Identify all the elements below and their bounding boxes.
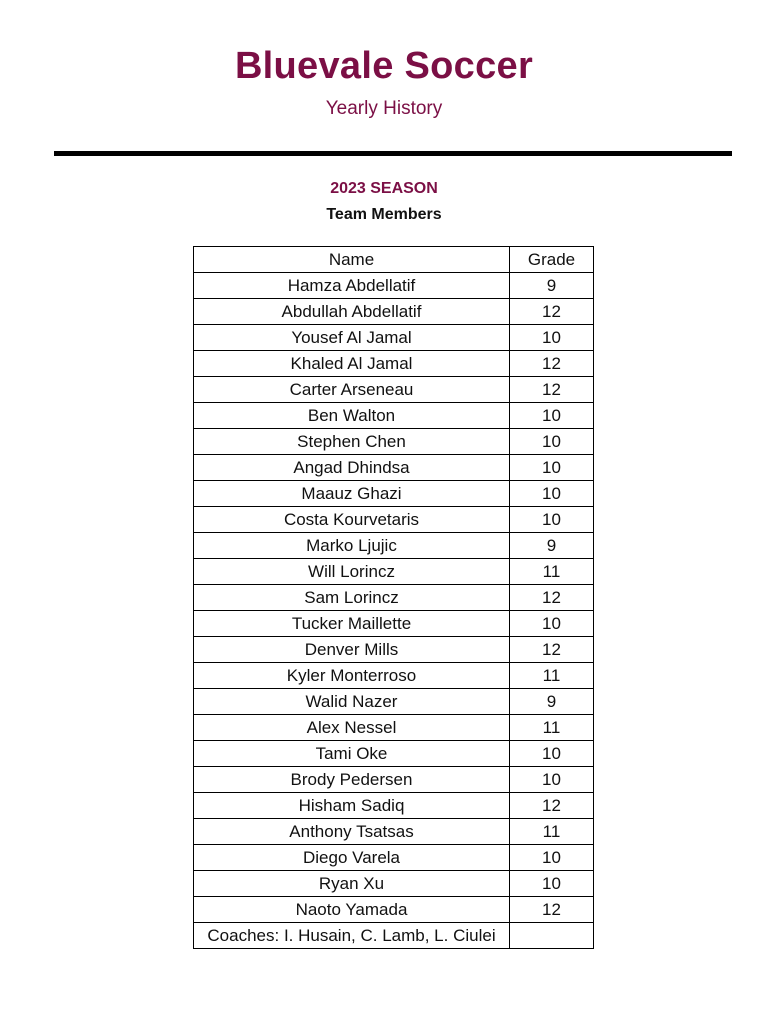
table-row bbox=[194, 533, 594, 559]
section-title: Team Members bbox=[326, 206, 442, 223]
player-name-cell: Khaled Al Jamal bbox=[194, 351, 510, 377]
player-grade-cell: 12 bbox=[510, 637, 594, 663]
table-row bbox=[194, 767, 594, 793]
table-row bbox=[194, 351, 594, 377]
table-row bbox=[194, 741, 594, 767]
player-name-cell: Naoto Yamada bbox=[194, 897, 510, 923]
table-row bbox=[194, 429, 594, 455]
table-row bbox=[194, 637, 594, 663]
table-row bbox=[194, 377, 594, 403]
player-name-cell: Brody Pedersen bbox=[194, 767, 510, 793]
player-name-cell: Alex Nessel bbox=[194, 715, 510, 741]
table-row bbox=[194, 325, 594, 351]
table-row bbox=[194, 299, 594, 325]
player-grade-cell: 10 bbox=[510, 455, 594, 481]
column-header-name: Name bbox=[194, 247, 510, 273]
coaches-cell: Coaches: I. Husain, C. Lamb, L. Ciulei bbox=[194, 923, 510, 949]
player-grade-cell: 10 bbox=[510, 429, 594, 455]
season-label: 2023 SEASON bbox=[330, 180, 438, 197]
player-grade-cell: 10 bbox=[510, 767, 594, 793]
player-name-cell: Anthony Tsatsas bbox=[194, 819, 510, 845]
header-divider bbox=[54, 151, 732, 156]
player-name-cell: Abdullah Abdellatif bbox=[194, 299, 510, 325]
player-grade-cell: 9 bbox=[510, 533, 594, 559]
table-row bbox=[194, 403, 594, 429]
player-grade-cell: 12 bbox=[510, 793, 594, 819]
table-row bbox=[194, 715, 594, 741]
player-name-cell: Tami Oke bbox=[194, 741, 510, 767]
player-grade-cell: 9 bbox=[510, 273, 594, 299]
table-row bbox=[194, 273, 594, 299]
player-grade-cell: 12 bbox=[510, 897, 594, 923]
page-subtitle: Yearly History bbox=[325, 98, 443, 119]
player-name-cell: Tucker Maillette bbox=[194, 611, 510, 637]
table-header-row bbox=[194, 247, 594, 273]
player-name-cell: Marko Ljujic bbox=[194, 533, 510, 559]
table-row bbox=[194, 611, 594, 637]
player-grade-cell: 10 bbox=[510, 481, 594, 507]
table-row bbox=[194, 689, 594, 715]
player-grade-cell: 10 bbox=[510, 403, 594, 429]
player-name-cell: Costa Kourvetaris bbox=[194, 507, 510, 533]
player-grade-cell: 11 bbox=[510, 663, 594, 689]
table-row bbox=[194, 481, 594, 507]
player-grade-cell: 11 bbox=[510, 559, 594, 585]
table-row bbox=[194, 793, 594, 819]
page-title: Bluevale Soccer bbox=[234, 45, 534, 87]
player-grade-cell: 12 bbox=[510, 299, 594, 325]
coaches-row bbox=[194, 923, 594, 949]
player-grade-cell: 10 bbox=[510, 741, 594, 767]
player-grade-cell: 12 bbox=[510, 377, 594, 403]
player-name-cell: Angad Dhindsa bbox=[194, 455, 510, 481]
player-name-cell: Diego Varela bbox=[194, 845, 510, 871]
player-name-cell: Sam Lorincz bbox=[194, 585, 510, 611]
table-row bbox=[194, 455, 594, 481]
player-grade-cell: 10 bbox=[510, 871, 594, 897]
player-name-cell: Will Lorincz bbox=[194, 559, 510, 585]
player-grade-cell: 12 bbox=[510, 351, 594, 377]
player-name-cell: Kyler Monterroso bbox=[194, 663, 510, 689]
table-row bbox=[194, 507, 594, 533]
player-name-cell: Ben Walton bbox=[194, 403, 510, 429]
player-name-cell: Ryan Xu bbox=[194, 871, 510, 897]
player-name-cell: Carter Arseneau bbox=[194, 377, 510, 403]
table-row bbox=[194, 559, 594, 585]
player-grade-cell: 9 bbox=[510, 689, 594, 715]
player-name-cell: Walid Nazer bbox=[194, 689, 510, 715]
player-name-cell: Stephen Chen bbox=[194, 429, 510, 455]
column-header-grade: Grade bbox=[510, 247, 594, 273]
roster-body bbox=[194, 273, 594, 923]
player-grade-cell: 10 bbox=[510, 611, 594, 637]
table-row bbox=[194, 897, 594, 923]
table-row bbox=[194, 819, 594, 845]
coaches-grade-cell bbox=[510, 923, 594, 949]
player-name-cell: Yousef Al Jamal bbox=[194, 325, 510, 351]
player-grade-cell: 11 bbox=[510, 819, 594, 845]
table-row bbox=[194, 871, 594, 897]
player-grade-cell: 10 bbox=[510, 845, 594, 871]
table-row bbox=[194, 845, 594, 871]
player-name-cell: Hamza Abdellatif bbox=[194, 273, 510, 299]
player-name-cell: Denver Mills bbox=[194, 637, 510, 663]
player-name-cell: Hisham Sadiq bbox=[194, 793, 510, 819]
player-grade-cell: 11 bbox=[510, 715, 594, 741]
roster-table bbox=[193, 246, 594, 949]
player-grade-cell: 10 bbox=[510, 325, 594, 351]
player-grade-cell: 12 bbox=[510, 585, 594, 611]
table-row bbox=[194, 585, 594, 611]
table-row bbox=[194, 663, 594, 689]
player-grade-cell: 10 bbox=[510, 507, 594, 533]
player-name-cell: Maauz Ghazi bbox=[194, 481, 510, 507]
